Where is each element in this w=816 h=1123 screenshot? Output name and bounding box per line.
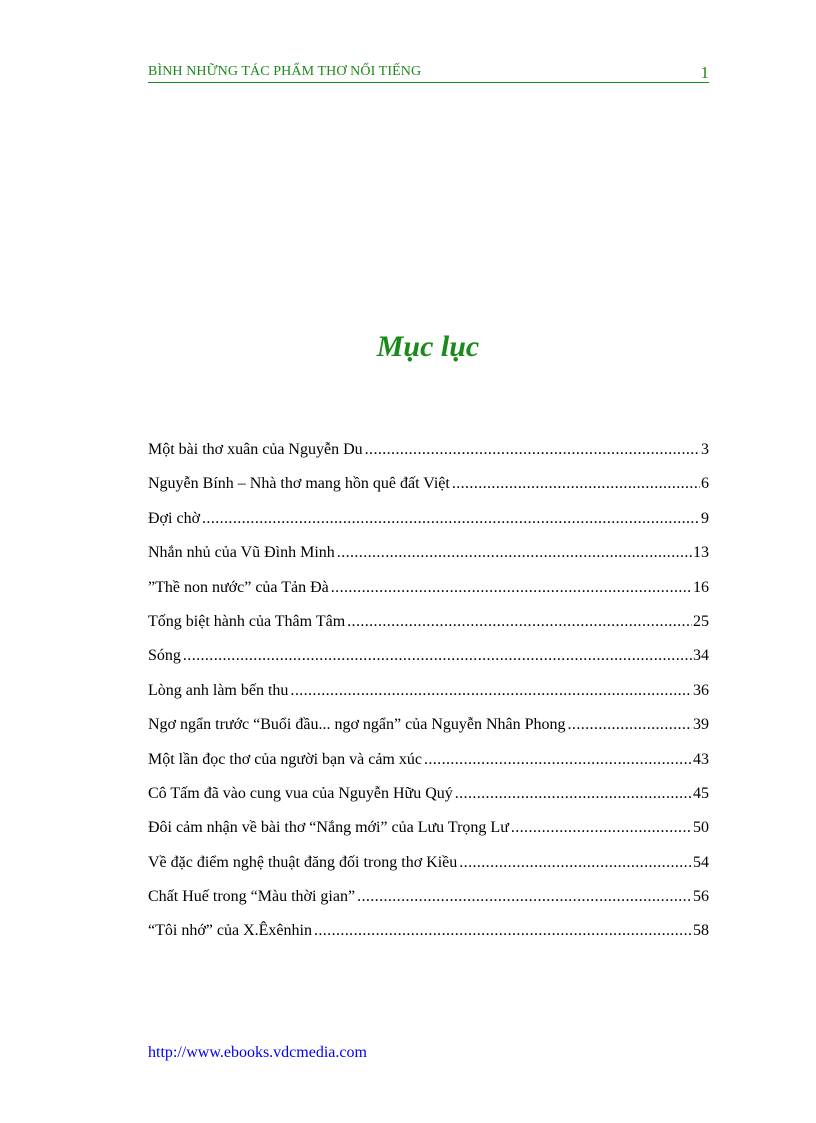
toc-entry-title: Cô Tấm đã vào cung vua của Nguyễn Hữu Quý [148,784,453,802]
toc-entry[interactable] [148,510,709,544]
toc-entry[interactable] [148,922,709,956]
footer-website-link[interactable]: http://www.ebooks.vdcmedia.com [148,1044,367,1061]
toc-entry-title: Chất Huế trong “Màu thời gian” [148,888,356,906]
toc-entry-title: Sóng [148,647,181,665]
toc-dot-leader [202,510,700,528]
toc-entry-title: Nhắn nhủ của Vũ Đình Minh [148,544,335,562]
toc-entry-title: Lòng anh làm bến thu [148,681,289,699]
toc-entry[interactable] [148,888,709,922]
toc-dot-leader [183,647,692,665]
toc-heading: Mục lục [376,330,480,363]
toc-entry-title: Về đặc điểm nghệ thuật đăng đối trong thơ Kiều [148,853,458,871]
toc-entry[interactable] [148,819,709,853]
toc-entry-title: Một lần đọc thơ của người bạn và cảm xúc [148,750,422,768]
toc-entry[interactable] [148,647,709,681]
toc-entry-title: Một bài thơ xuân của Nguyễn Du [148,441,363,458]
toc-dot-leader [337,544,692,562]
header-page-number: 1 [700,63,709,82]
toc-entry[interactable] [148,544,709,578]
toc-dot-leader [455,785,692,803]
toc-entry-page: 54 [693,853,709,871]
toc-dot-leader [452,475,700,493]
toc-entry[interactable] [148,579,709,613]
toc-entry-title: “Tôi nhớ” của X.Êxênhin [148,922,312,940]
toc-entry-page: 36 [693,681,709,699]
toc-entry[interactable] [148,475,709,509]
running-header [148,62,709,83]
toc-entry-page: 39 [693,716,709,734]
toc-dot-leader [347,613,692,631]
toc-dot-leader [357,888,692,906]
toc-dot-leader [331,579,692,597]
toc-entry-title: Tống biệt hành của Thâm Tâm [148,612,346,630]
toc-dot-leader [459,854,692,872]
toc-entry-title: Nguyễn Bính – Nhà thơ mang hồn quê đất Việt [148,475,450,493]
table-of-contents [148,441,709,957]
toc-entry-page: 3 [701,441,709,458]
toc-entry-title: Đôi cảm nhận về bài thơ “Nắng mới” của Lưu Trọng Lư [148,819,509,837]
toc-entry[interactable] [148,751,709,785]
toc-dot-leader [314,922,692,940]
toc-entry[interactable] [148,854,709,888]
toc-entry-page: 43 [693,750,709,768]
toc-entry-page: 16 [693,578,709,596]
toc-dot-leader [424,751,692,769]
toc-dot-leader [568,716,692,734]
toc-dot-leader [290,682,692,700]
toc-entry-page: 9 [701,509,709,527]
toc-entry-page: 34 [693,647,709,665]
toc-entry-page: 13 [693,544,709,562]
toc-entry-page: 25 [693,612,709,630]
toc-entry-title: Đợi chờ [148,509,201,527]
toc-dot-leader [365,441,700,459]
toc-entry-page: 58 [693,922,709,940]
header-title: BÌNH NHỮNG TÁC PHẨM THƠ NỔI TIẾNG [148,64,422,79]
toc-entry-page: 50 [693,819,709,837]
toc-entry[interactable] [148,716,709,750]
toc-entry-page: 6 [701,475,709,493]
toc-entry-page: 56 [693,888,709,906]
toc-entry[interactable] [148,682,709,716]
toc-entry-title: Ngơ ngẩn trước “Buổi đầu... ngơ ngẩn” của Nguyễn Nhân Phong [148,716,566,734]
toc-entry[interactable] [148,441,709,475]
toc-dot-leader [511,819,692,837]
toc-entry-page: 45 [693,784,709,802]
toc-entry[interactable] [148,785,709,819]
toc-entry-title: ”Thề non nước” của Tản Đà [148,578,329,596]
toc-entry[interactable] [148,613,709,647]
